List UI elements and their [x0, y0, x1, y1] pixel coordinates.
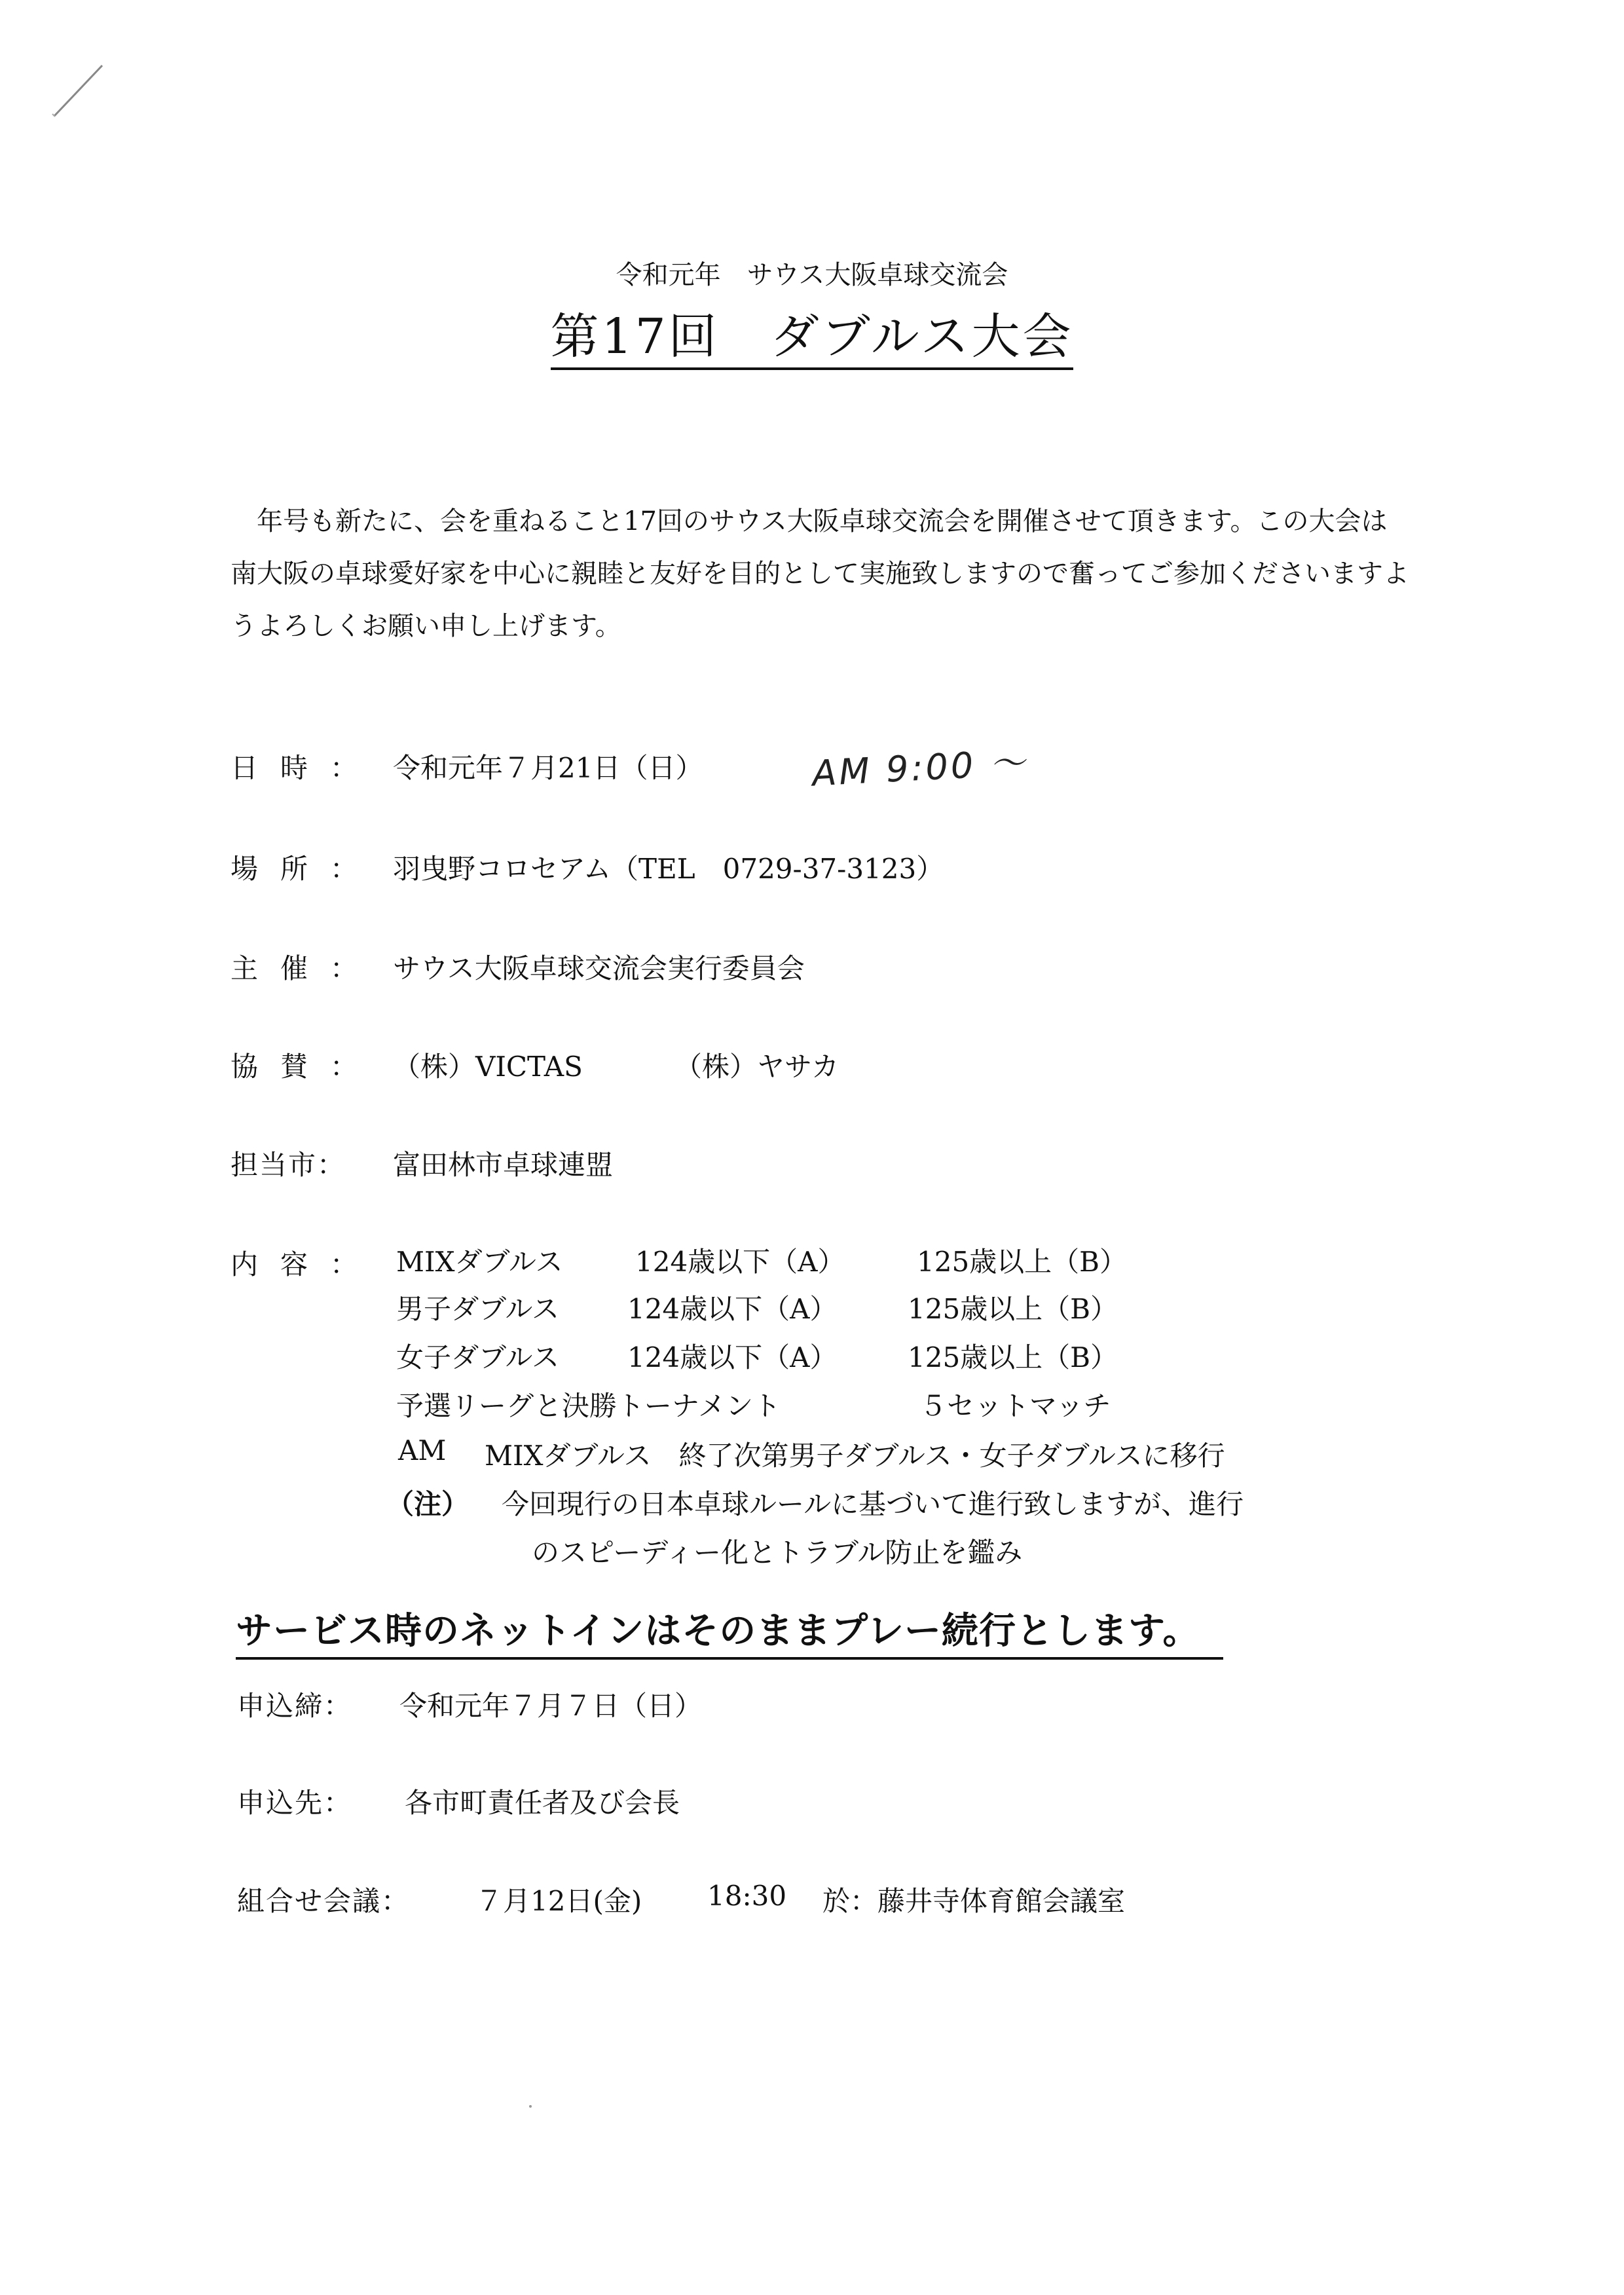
apply-to-value: 各市町責任者及び会長: [405, 1787, 680, 1819]
intro-text: 年号も新たに、会を重ねること17回のサウス大阪卓球交流会を開催させて頂きます。この大会は南大阪の卓球愛好家を中心に親睦と友好を目的として実施致しますので奮ってご参加くださいますようよろしくお願い申し上げます。: [231, 506, 1409, 641]
intro-paragraph: [231, 495, 1409, 652]
event-title: [0, 308, 1624, 370]
date-label: 日時：: [231, 752, 380, 784]
host-value: サウス大阪卓球交流会実行委員会: [393, 952, 805, 984]
net-in-notice: サービス時のネットインはそのままプレー続行とします。: [236, 1602, 1223, 1660]
event-womens-name: 女子ダブルス: [396, 1341, 560, 1373]
deadline-value: 令和元年７月７日（日）: [399, 1690, 703, 1722]
apply-to-label: 申込先：: [237, 1787, 353, 1819]
sponsor-label: 協賛：: [231, 1051, 380, 1083]
order-am: AM: [398, 1434, 447, 1466]
host-label: 主催：: [231, 952, 380, 984]
sponsor-victas: （株）VICTAS: [393, 1051, 583, 1083]
event-mens-name: 男子ダブルス: [396, 1293, 560, 1325]
event-womens-a: 124歳以下（A）: [627, 1341, 838, 1373]
scan-speck: [529, 2105, 532, 2108]
city-value: 富田林市卓球連盟: [393, 1149, 614, 1181]
event-mix-name: MIXダブルス: [396, 1246, 563, 1278]
place-label: 場所：: [231, 853, 380, 885]
order-text: MIXダブルス 終了次第男子ダブルス・女子ダブルスに移行: [485, 1440, 1225, 1472]
meeting-place: 於：藤井寺体育館会議室: [822, 1885, 1126, 1917]
event-mens-a: 124歳以下（A）: [627, 1293, 838, 1325]
place-value: 羽曳野コロセアム（TEL 0729-37-3123）: [393, 853, 944, 885]
city-label: 担当市：: [231, 1149, 346, 1181]
format-league: 予選リーグと決勝トーナメント: [396, 1390, 781, 1422]
meeting-label: 組合せ会議：: [237, 1885, 411, 1917]
date-handwritten-time: AM 9:00 ～: [811, 741, 1029, 794]
meeting-time: 18:30: [707, 1880, 787, 1912]
sponsor-yasaka: （株）ヤサカ: [674, 1051, 840, 1083]
deadline-label: 申込締：: [237, 1690, 353, 1722]
meeting-date: ７月12日(金): [475, 1885, 642, 1917]
event-subtitle: 令和元年 サウス大阪卓球交流会: [616, 260, 1008, 290]
note-label: （注）: [386, 1488, 470, 1520]
event-mix-a: 124歳以下（A）: [635, 1246, 845, 1278]
format-sets: ５セットマッチ: [919, 1390, 1111, 1422]
note-line-1: 今回現行の日本卓球ルールに基づいて進行致しますが、進行: [502, 1488, 1244, 1520]
content-label: 内容：: [231, 1248, 380, 1280]
event-womens-b: 125歳以上（B）: [908, 1341, 1118, 1373]
date-value: 令和元年７月21日（日）: [393, 752, 703, 784]
event-mix-b: 125歳以上（B）: [917, 1246, 1128, 1278]
note-line-2: のスピーディー化とトラブル防止を鑑み: [532, 1537, 1023, 1569]
event-mens-b: 125歳以上（B）: [908, 1293, 1118, 1325]
pen-stroke-mark: [51, 60, 123, 119]
event-title-text: 第17回 ダブルス大会: [551, 308, 1074, 370]
